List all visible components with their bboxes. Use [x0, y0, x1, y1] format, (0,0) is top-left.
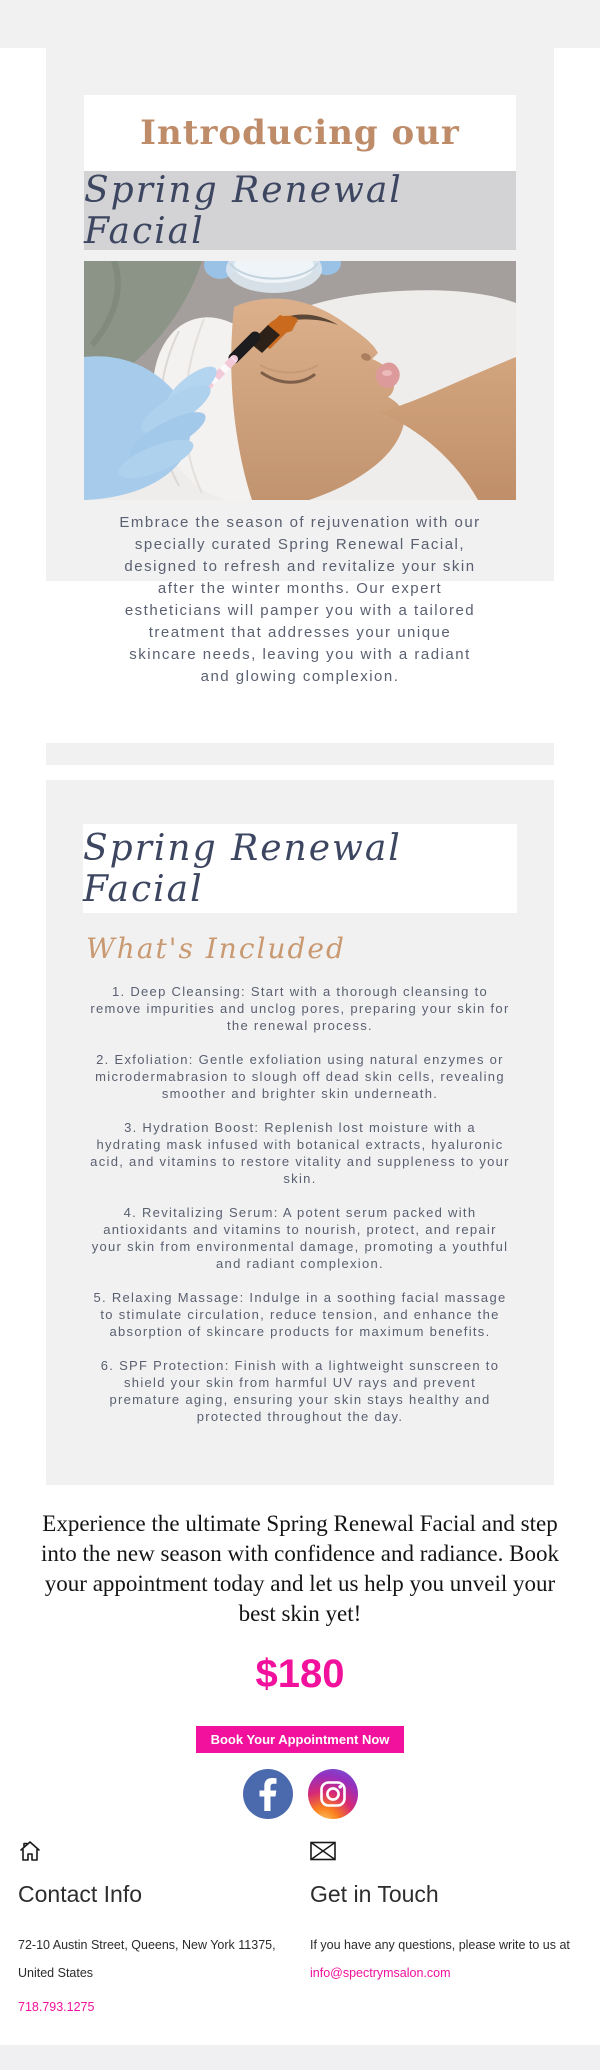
footer-contact-column — [18, 1839, 310, 2017]
detail-script-title: Spring Renewal Facial — [83, 827, 402, 910]
get-in-touch-heading: Get in Touch — [310, 1881, 439, 1907]
list-item-spf-protection: 6. SPF Protection: Finish with a lightweight sunscreen to shield your skin from harmful UV rays and prevent premature aging, ensuring your skin stays healthy and protected throughout the day. — [100, 1358, 500, 1424]
footer-touch-column — [310, 1839, 582, 2017]
address-line-2: United States — [18, 1966, 94, 1980]
list-item-relaxing-massage: 5. Relaxing Massage: Indulge in a soothing facial massage to stimulate circulation, reduce tension, and enhance the absorption of skincare products for maximum benefits. — [93, 1290, 507, 1339]
top-spacer-band — [0, 0, 600, 48]
intro-heading-card — [84, 95, 516, 171]
book-appointment-button[interactable]: Book Your Appointment Now — [196, 1726, 405, 1753]
closing-text: Experience the ultimate Spring Renewal Facial and step into the new season with confidence and radiance. Book your appointment today and let us help you unveil your best skin yet! — [41, 1511, 559, 1626]
treatment-photo — [84, 261, 516, 500]
included-list — [46, 983, 554, 1425]
contact-address — [18, 1931, 310, 1987]
whats-included-label: What's Included — [86, 932, 346, 965]
intro-section — [46, 48, 554, 765]
envelope-icon — [310, 1839, 582, 1863]
email-link[interactable]: info@spectrymsalon.com — [310, 1966, 451, 1980]
bottom-spacer-band — [0, 2045, 600, 2070]
address-line-1: 72-10 Austin Street, Queens, New York 11375, — [18, 1938, 276, 1952]
intro-description: Embrace the season of rejuvenation with our specially curated Spring Renewal Facial, designed to refresh and revitalize your skin after the winter months. Our expert estheticians will pamper you with a tailored treatment that addresses your unique skincare needs, leaving you with a radiant and glowing complexion. — [119, 514, 481, 685]
intro-eyebrow: Introducing our — [140, 113, 460, 153]
footer — [0, 1819, 600, 2017]
detail-script-card — [83, 824, 517, 913]
list-item-exfoliation: 2. Exfoliation: Gentle exfoliation using natural enzymes or microdermabrasion to slough off dead skin cells, revealing smoother and brighter skin underneath. — [95, 1052, 505, 1101]
intro-script-banner — [84, 171, 516, 250]
phone-link[interactable]: 718.793.1275 — [18, 2000, 95, 2014]
whats-included-section — [46, 780, 554, 1485]
instagram-icon[interactable] — [308, 1769, 358, 1819]
list-item-deep-cleansing: 1. Deep Cleansing: Start with a thorough cleansing to remove impurities and unclog pores, preparing your skin for the renewal process. — [90, 984, 510, 1033]
contact-info-heading: Contact Info — [18, 1881, 143, 1907]
home-icon — [18, 1839, 310, 1863]
intro-script-title: Spring Renewal Facial — [84, 169, 403, 252]
cta-section — [0, 1485, 600, 1819]
social-row — [0, 1769, 600, 1819]
facebook-icon[interactable] — [243, 1769, 293, 1819]
touch-text: If you have any questions, please write to us at — [310, 1938, 570, 1952]
list-item-revitalizing-serum: 4. Revitalizing Serum: A potent serum packed with antioxidants and vitamins to nourish, protect, and repair your skin from environmental damage, promoting a youthful and radiant complexion. — [91, 1205, 509, 1271]
price: $180 — [255, 1652, 345, 1696]
list-item-hydration-boost: 3. Hydration Boost: Replenish lost moisture with a hydrating mask infused with botanical extracts, hyaluronic acid, and vitamins to restore vitality and suppleness to your skin. — [90, 1120, 510, 1186]
